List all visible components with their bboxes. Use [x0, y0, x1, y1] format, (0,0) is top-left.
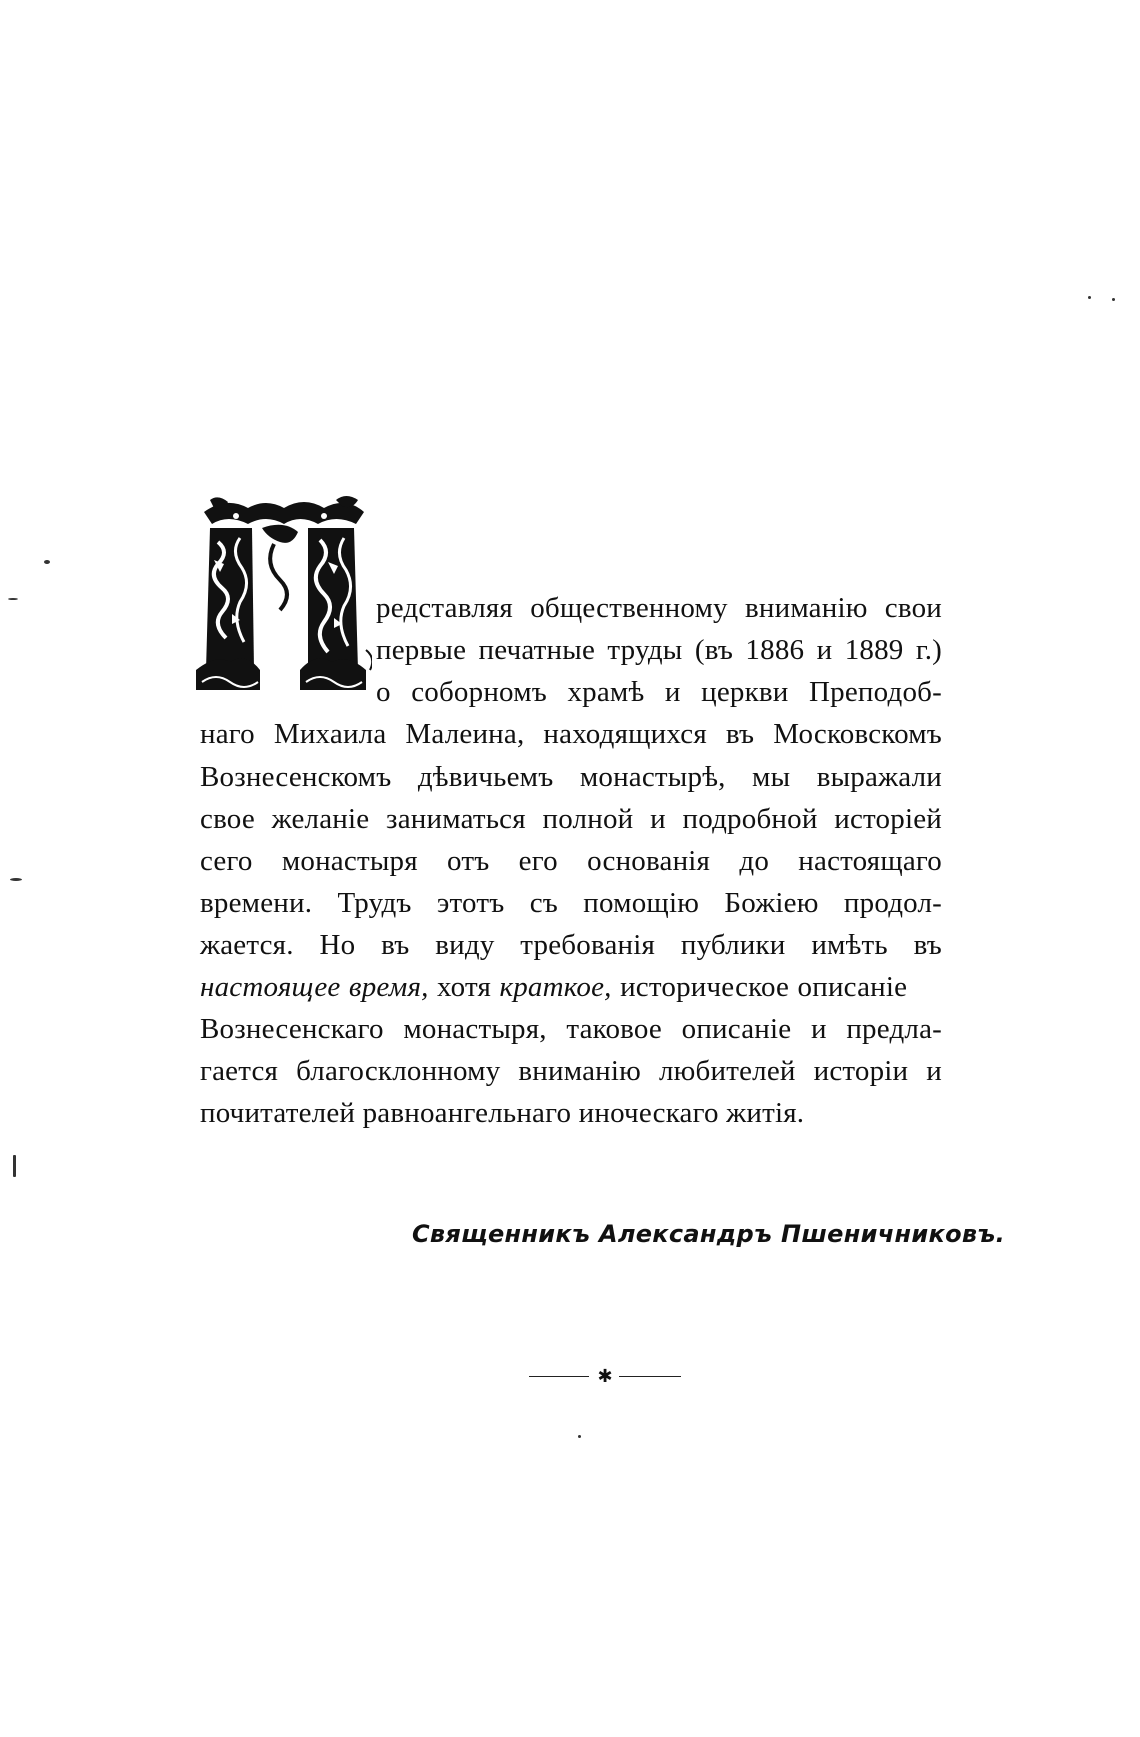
ornamental-initial [196, 494, 372, 694]
text-line: жается. Но въ виду требованiя публики имѣть въ [200, 929, 942, 961]
author-signature: Священникъ Александръ Пшеничниковъ. [412, 1220, 1006, 1248]
italic-phrase: краткое, [499, 971, 612, 1003]
text-line: редставляя общественному вниманiю свои [376, 592, 942, 624]
text-line: о соборномъ храмѣ и церкви Преподоб- [376, 676, 942, 708]
text-line: Вознесенскомъ дѣвичьемъ монастырѣ, мы выражали [200, 761, 942, 793]
text-line: времени. Трудъ этотъ съ помощiю Божiею продол- [200, 887, 942, 919]
text-fragment: хотя [428, 971, 500, 1003]
scan-speck [8, 598, 18, 600]
italic-phrase: настоящее время, [200, 971, 429, 1003]
scan-speck [10, 878, 22, 881]
asterisk-ornament-icon: ✱ [597, 1366, 613, 1387]
scan-speck [13, 1155, 16, 1177]
ornament-rule [529, 1376, 589, 1377]
text-line-last: почитателей равноангельнаго иноческаго житiя. [200, 1097, 805, 1129]
text-line: первые печатные труды (въ 1886 и 1889 г.) [376, 634, 942, 666]
text-fragment: историческое описанiе [611, 971, 908, 1003]
scan-speck [1112, 298, 1115, 301]
closing-ornament [525, 1365, 685, 1389]
ornamental-initial-icon [196, 494, 372, 694]
text-line: Вознесенскаго монастыря, таковое описанiе и предла- [200, 1013, 942, 1045]
text-line: наго Михаила Малеина, находящихся въ Московскомъ [200, 718, 942, 750]
text-line: сего монастыря отъ его основанiя до настоящаго [200, 845, 942, 877]
text-line: свое желанiе заниматься полной и подробной исторiей [200, 803, 942, 835]
scan-speck [1088, 296, 1091, 299]
ornament-rule [619, 1376, 681, 1377]
scan-speck [44, 560, 50, 564]
text-line: гается благосклонному вниманiю любителей исторiи и [200, 1055, 942, 1087]
text-line-mixed [200, 967, 942, 1007]
scan-speck [578, 1435, 581, 1438]
